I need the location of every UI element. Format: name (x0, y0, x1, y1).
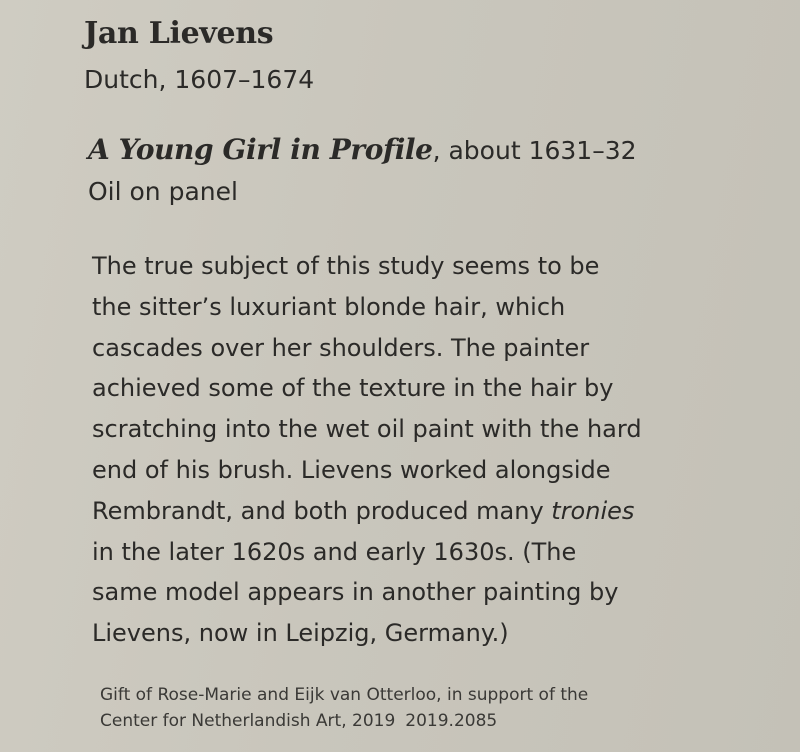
accession-number: 2019.2085 (405, 711, 498, 731)
description-line: the sitter’s luxuriant blonde hair, which (92, 292, 566, 321)
description-line: scratching into the wet oil paint with the hard (92, 415, 642, 444)
description-line: end of his brush. Lievens worked alongside (92, 455, 611, 484)
description-line: in the later 1620s and early 1630s. (The (92, 537, 577, 566)
description-line: The true subject of this study seems to be (92, 252, 600, 280)
description-line: cascades over her shoulders. The painter (92, 333, 590, 362)
artist-name: Jan Lievens (84, 16, 274, 51)
credit-text: Center for Netherlandish Art, 2019 (100, 711, 396, 731)
artwork-title: A Young Girl in Profile (88, 133, 433, 166)
description-paragraph (92, 246, 782, 654)
description-line: achieved some of the texture in the hair by (92, 374, 614, 403)
credit-text: Gift of Rose-Marie and Eijk van Otterloo, in support of the (100, 685, 589, 705)
description-text: Rembrandt, and both produced many (92, 496, 552, 525)
description-line (92, 491, 782, 532)
italic-term-tronies: tronies (551, 496, 635, 525)
description-line: same model appears in another painting by (92, 578, 619, 607)
artwork-medium: Oil on panel (88, 177, 238, 206)
artwork-title-line (88, 130, 637, 171)
description-line: Lievens, now in Leipzig, Germany.) (92, 619, 509, 648)
artwork-date: , about 1631–32 (432, 136, 637, 165)
credit-line (100, 682, 588, 734)
artist-nationality-dates: Dutch, 1607–1674 (84, 65, 315, 94)
credit-text-line-2 (100, 708, 588, 734)
